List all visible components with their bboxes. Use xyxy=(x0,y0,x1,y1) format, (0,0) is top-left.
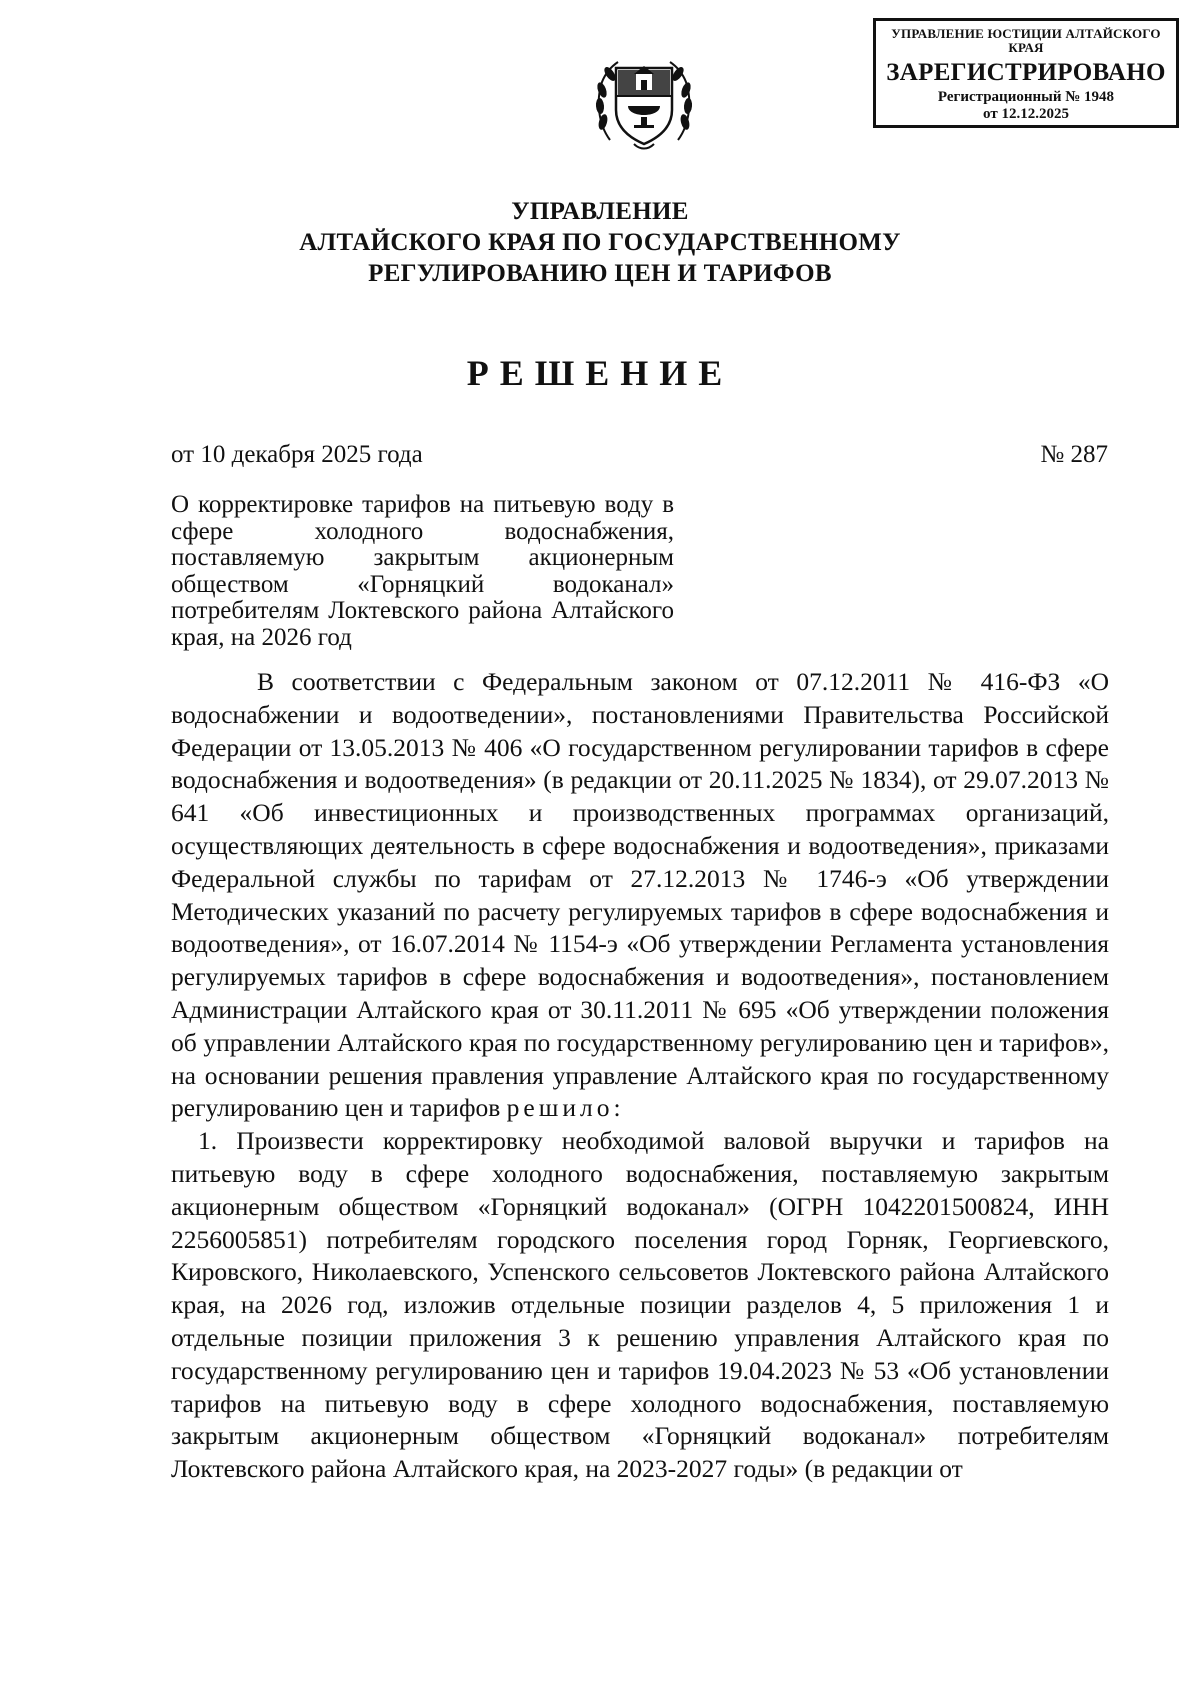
stamp-registration-number: Регистрационный № 1948 xyxy=(937,89,1115,105)
organization-title-line-2: АЛТАЙСКОГО КРАЯ ПО ГОСУДАРСТВЕННОМУ xyxy=(299,229,901,256)
body-paragraph-1 xyxy=(171,666,1109,1125)
organization-title-line-1: УПРАВЛЕНИЕ xyxy=(511,198,689,225)
document-number: № 287 xyxy=(1040,441,1108,468)
organization-title-line-3: РЕГУЛИРОВАНИЮ ЦЕН И ТАРИФОВ xyxy=(368,260,832,287)
document-date: от 10 декабря 2025 года xyxy=(171,441,423,468)
decision-word: решило: xyxy=(506,1093,625,1123)
body-paragraph-2: 1. Произвести корректировку необходимой валовой выручки и тарифов на питьевую воду в сфере холодного водоснабжения, поставляемую закрытым акционерным обществом «Горняцкий водоканал» (ОГРН 1042201500824, ИНН 2256005851) потребителям городского поселения город Горняк, Георгиевского, Кировского, Николаевского, Успенского сельсоветов Локтевского района Алтайского края, на 2026 год, изложив отдельные позиции разделов 4, 5 приложения 1 и отдельные позиции приложения 3 к решению управления Алтайского края по государственному регулированию цен и тарифов 19.04.2023 № 53 «Об установлении тарифов на питьевую воду в сфере холодного водоснабжения, поставляемую закрытым акционерным обществом «Горняцкий водоканал» потребителям Локтевского района Алтайского края, на 2023-2027 годы» (в редакции от xyxy=(171,1126,1109,1484)
registration-stamp xyxy=(873,18,1179,128)
organization-title xyxy=(0,196,1200,289)
stamp-status: ЗАРЕГИСТРИРОВАНО xyxy=(886,59,1166,86)
stamp-registration-date: от 12.12.2025 xyxy=(983,106,1069,122)
stamp-organization: УПРАВЛЕНИЕ ЮСТИЦИИ АЛТАЙСКОГО КРАЯ xyxy=(891,26,1161,55)
altai-krai-coat-of-arms-icon xyxy=(588,44,700,156)
document-body xyxy=(171,666,1109,1486)
document-subject: О корректировке тарифов на питьевую воду в сфере холодного водоснабжения, поставляемую закрытым акционерным обществом «Горняцкий водоканал» потребителям Локтевского района Алтайского края, на 2026 год xyxy=(171,491,674,651)
body-paragraph-1-text: В соответствии с Федеральным законом от 07.12.2011 № 416-ФЗ «О водоснабжении и водоотведении», постановлениями Правительства Российской Федерации от 13.05.2013 № 406 «О государственном регулировании тарифов в сфере водоснабжения и водоотведения» (в редакции от 20.11.2025 № 1834), от 29.07.2013 № 641 «Об инвестиционных и производственных программах организаций, осуществляющих деятельность в сфере водоснабжения и водоотведения», приказами Федеральной службы по тарифам от 27.12.2013 № 1746-э «Об утверждении Методических указаний по расчету регулируемых тарифов в сфере водоснабжения и водоотведения», от 16.07.2014 № 1154-э «Об утверждении Регламента установления регулируемых тарифов в сфере водоснабжения и водоотведения», постановлением Администрации Алтайского края от 30.11.2011 № 695 «Об утверждении положения об управлении Алтайского края по государственному регулированию цен и тарифов», на основании решения правления управление Алтайского края по государственному регулированию цен и тарифов xyxy=(171,667,1109,1123)
document-type: РЕШЕНИЕ xyxy=(466,353,734,393)
